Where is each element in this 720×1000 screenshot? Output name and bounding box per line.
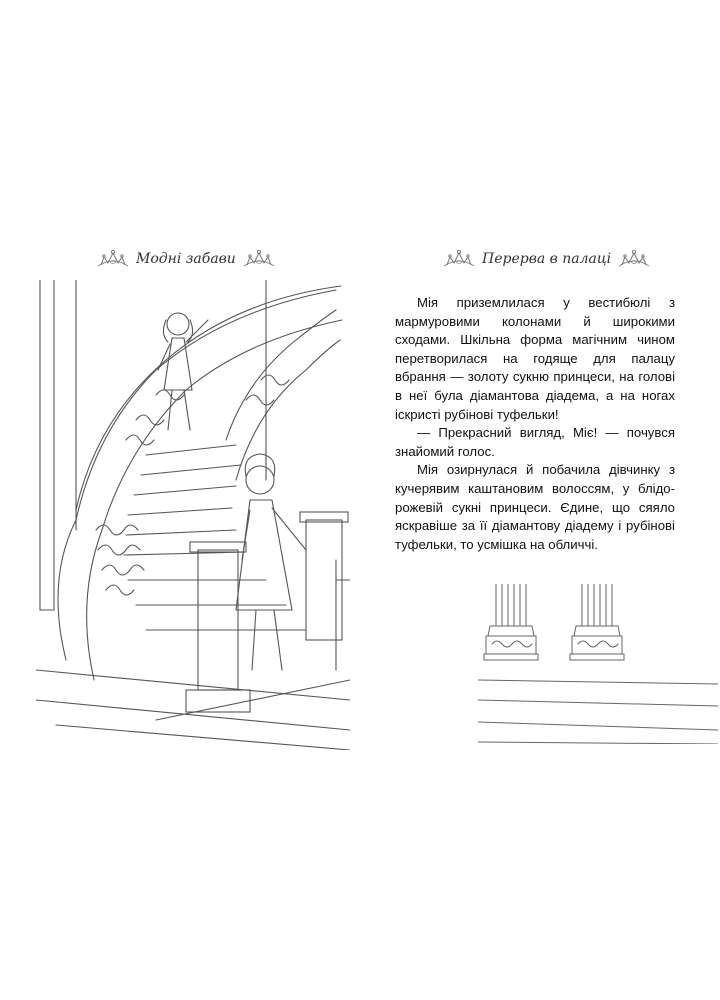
left-running-head-title: Модні забави bbox=[136, 251, 236, 267]
tiara-icon bbox=[442, 248, 476, 270]
right-running-head bbox=[442, 244, 642, 274]
staircase-illustration bbox=[36, 280, 350, 750]
left-running-head bbox=[96, 244, 270, 274]
tiara-icon bbox=[96, 248, 130, 270]
story-paragraph: Мія приземлилася у вестибюлі з мармуровими колонами й широкими сходами. Шкільна форма магічним чином перетворилася на годяще для палацу вбрання — золоту сукню принцеси, на голові в неї була діамантова діадема, а на ногах іскристі рубінові туфельки! bbox=[395, 295, 675, 422]
right-running-head-title: Перерва в палаці bbox=[482, 251, 612, 267]
story-text bbox=[395, 294, 675, 554]
columns-illustration bbox=[478, 584, 718, 744]
story-paragraph: Мія озирнулася й побачила дівчинку з кучерявим каштановим волоссям, у блідо-рожевій сукні принцеси. Єдине, що сяяло яскравіше за її діамантову діадему і рубінові туфельки, то усмішка на обличчі. bbox=[395, 462, 675, 552]
tiara-icon bbox=[242, 248, 276, 270]
tiara-icon bbox=[617, 248, 651, 270]
story-paragraph: — Прекрасний вигляд, Міє! — почувся знайомий голос. bbox=[395, 425, 675, 459]
right-page bbox=[360, 0, 720, 1000]
